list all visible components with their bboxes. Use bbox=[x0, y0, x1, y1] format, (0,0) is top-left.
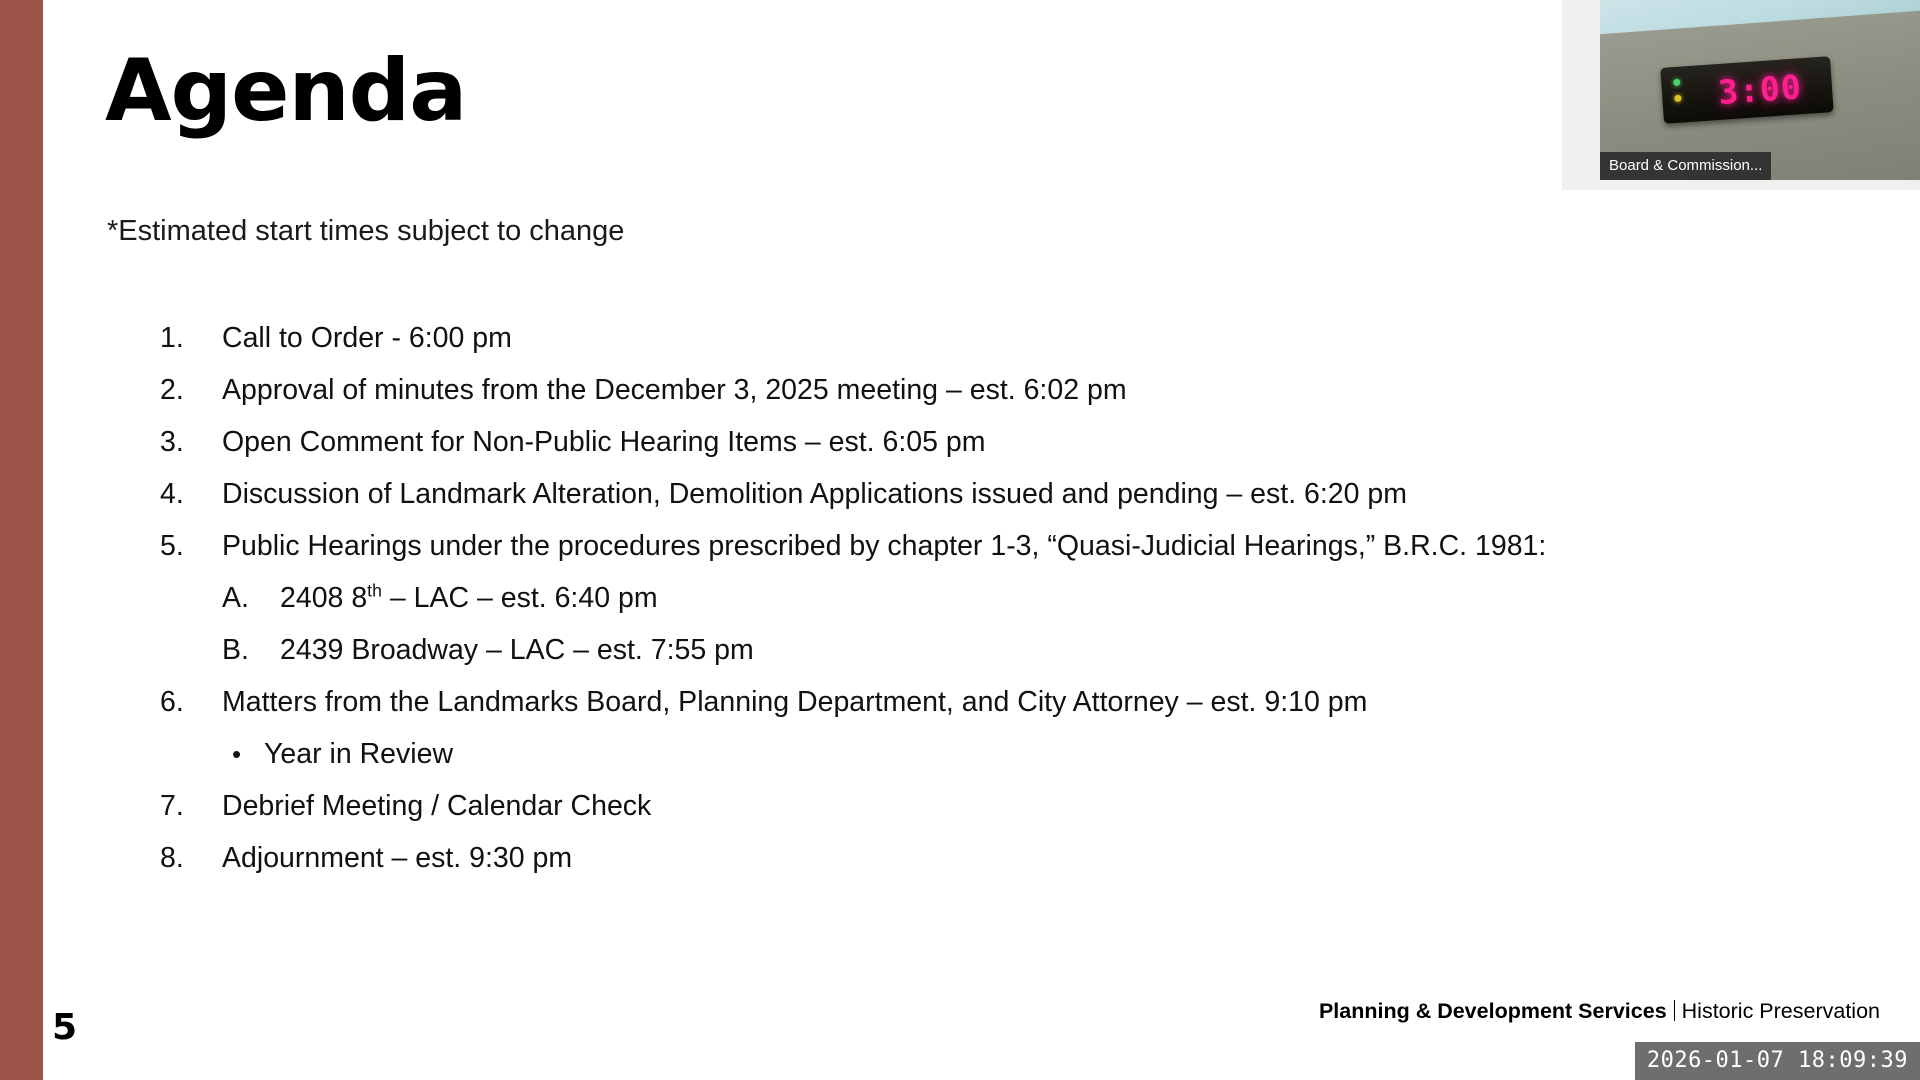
list-item-label: Approval of minutes from the December 3, 2025 meeting – est. 6:02 pm bbox=[222, 374, 1127, 406]
list-item bbox=[160, 844, 1860, 896]
list-item-label: Adjournment – est. 9:30 pm bbox=[222, 842, 573, 874]
address-number: 2408 8 bbox=[280, 582, 368, 614]
list-item-label: Debrief Meeting / Calendar Check bbox=[222, 790, 652, 822]
list-item-label: Discussion of Landmark Alteration, Demolition Applications issued and pending – est. 6:20 pm bbox=[222, 478, 1408, 510]
list-item bbox=[160, 688, 1860, 740]
list-item-marker: 7. bbox=[160, 790, 184, 822]
list-item-bullet bbox=[160, 740, 1860, 792]
list-item-label: Matters from the Landmarks Board, Planning Department, and City Attorney – est. 9:10 pm bbox=[222, 686, 1368, 718]
list-item-label: Year in Review bbox=[264, 738, 454, 770]
agenda-list bbox=[160, 324, 1860, 896]
footer-branding bbox=[1319, 997, 1880, 1024]
list-item-marker: B. bbox=[222, 634, 249, 666]
list-item-marker: A. bbox=[222, 582, 249, 614]
address-detail: – LAC – est. 6:40 pm bbox=[381, 582, 658, 614]
list-item-marker: 6. bbox=[160, 686, 184, 718]
list-item bbox=[160, 480, 1860, 532]
list-item-label: 2439 Broadway – LAC – est. 7:55 pm bbox=[280, 634, 754, 666]
estimated-times-note: *Estimated start times subject to change bbox=[107, 215, 625, 247]
list-item-label bbox=[280, 580, 658, 614]
video-participant-label: Board & Commission... bbox=[1600, 152, 1771, 180]
page-number: 5 bbox=[52, 1007, 78, 1048]
list-item bbox=[160, 792, 1860, 844]
left-accent-bar bbox=[0, 0, 43, 1080]
division-name: Historic Preservation bbox=[1681, 999, 1880, 1023]
list-item-marker: 4. bbox=[160, 478, 184, 510]
list-item-marker: 1. bbox=[160, 322, 184, 354]
list-item-marker: 3. bbox=[160, 426, 184, 458]
list-item-marker: 5. bbox=[160, 530, 184, 562]
list-item-sub bbox=[160, 580, 1860, 636]
video-feed[interactable] bbox=[1600, 0, 1920, 180]
list-item bbox=[160, 428, 1860, 480]
list-item-marker: 8. bbox=[160, 842, 184, 874]
amber-indicator-icon bbox=[1674, 95, 1681, 102]
list-item-label: Open Comment for Non-Public Hearing Items – est. 6:05 pm bbox=[222, 426, 986, 458]
list-item-label: Public Hearings under the procedures prescribed by chapter 1-3, “Quasi-Judicial Hearings,” B.R.C. 1981: bbox=[222, 530, 1547, 562]
green-indicator-icon bbox=[1673, 79, 1680, 86]
list-item-marker: 2. bbox=[160, 374, 184, 406]
recording-timestamp: 2026-01-07 18:09:39 bbox=[1635, 1042, 1920, 1080]
video-thumbnail[interactable] bbox=[1562, 0, 1920, 190]
list-item bbox=[160, 324, 1860, 376]
bullet-icon: • bbox=[232, 739, 242, 769]
page-title: Agenda bbox=[105, 41, 467, 141]
list-item-sub bbox=[160, 636, 1860, 688]
list-item-label: Call to Order - 6:00 pm bbox=[222, 322, 512, 354]
countdown-timer-device bbox=[1660, 56, 1833, 124]
timer-readout: 3:00 bbox=[1716, 66, 1803, 112]
ordinal-suffix: th bbox=[367, 580, 382, 601]
department-name: Planning & Development Services bbox=[1318, 999, 1667, 1023]
footer-divider bbox=[1674, 1000, 1675, 1021]
list-item bbox=[160, 376, 1860, 428]
list-item bbox=[160, 532, 1860, 584]
